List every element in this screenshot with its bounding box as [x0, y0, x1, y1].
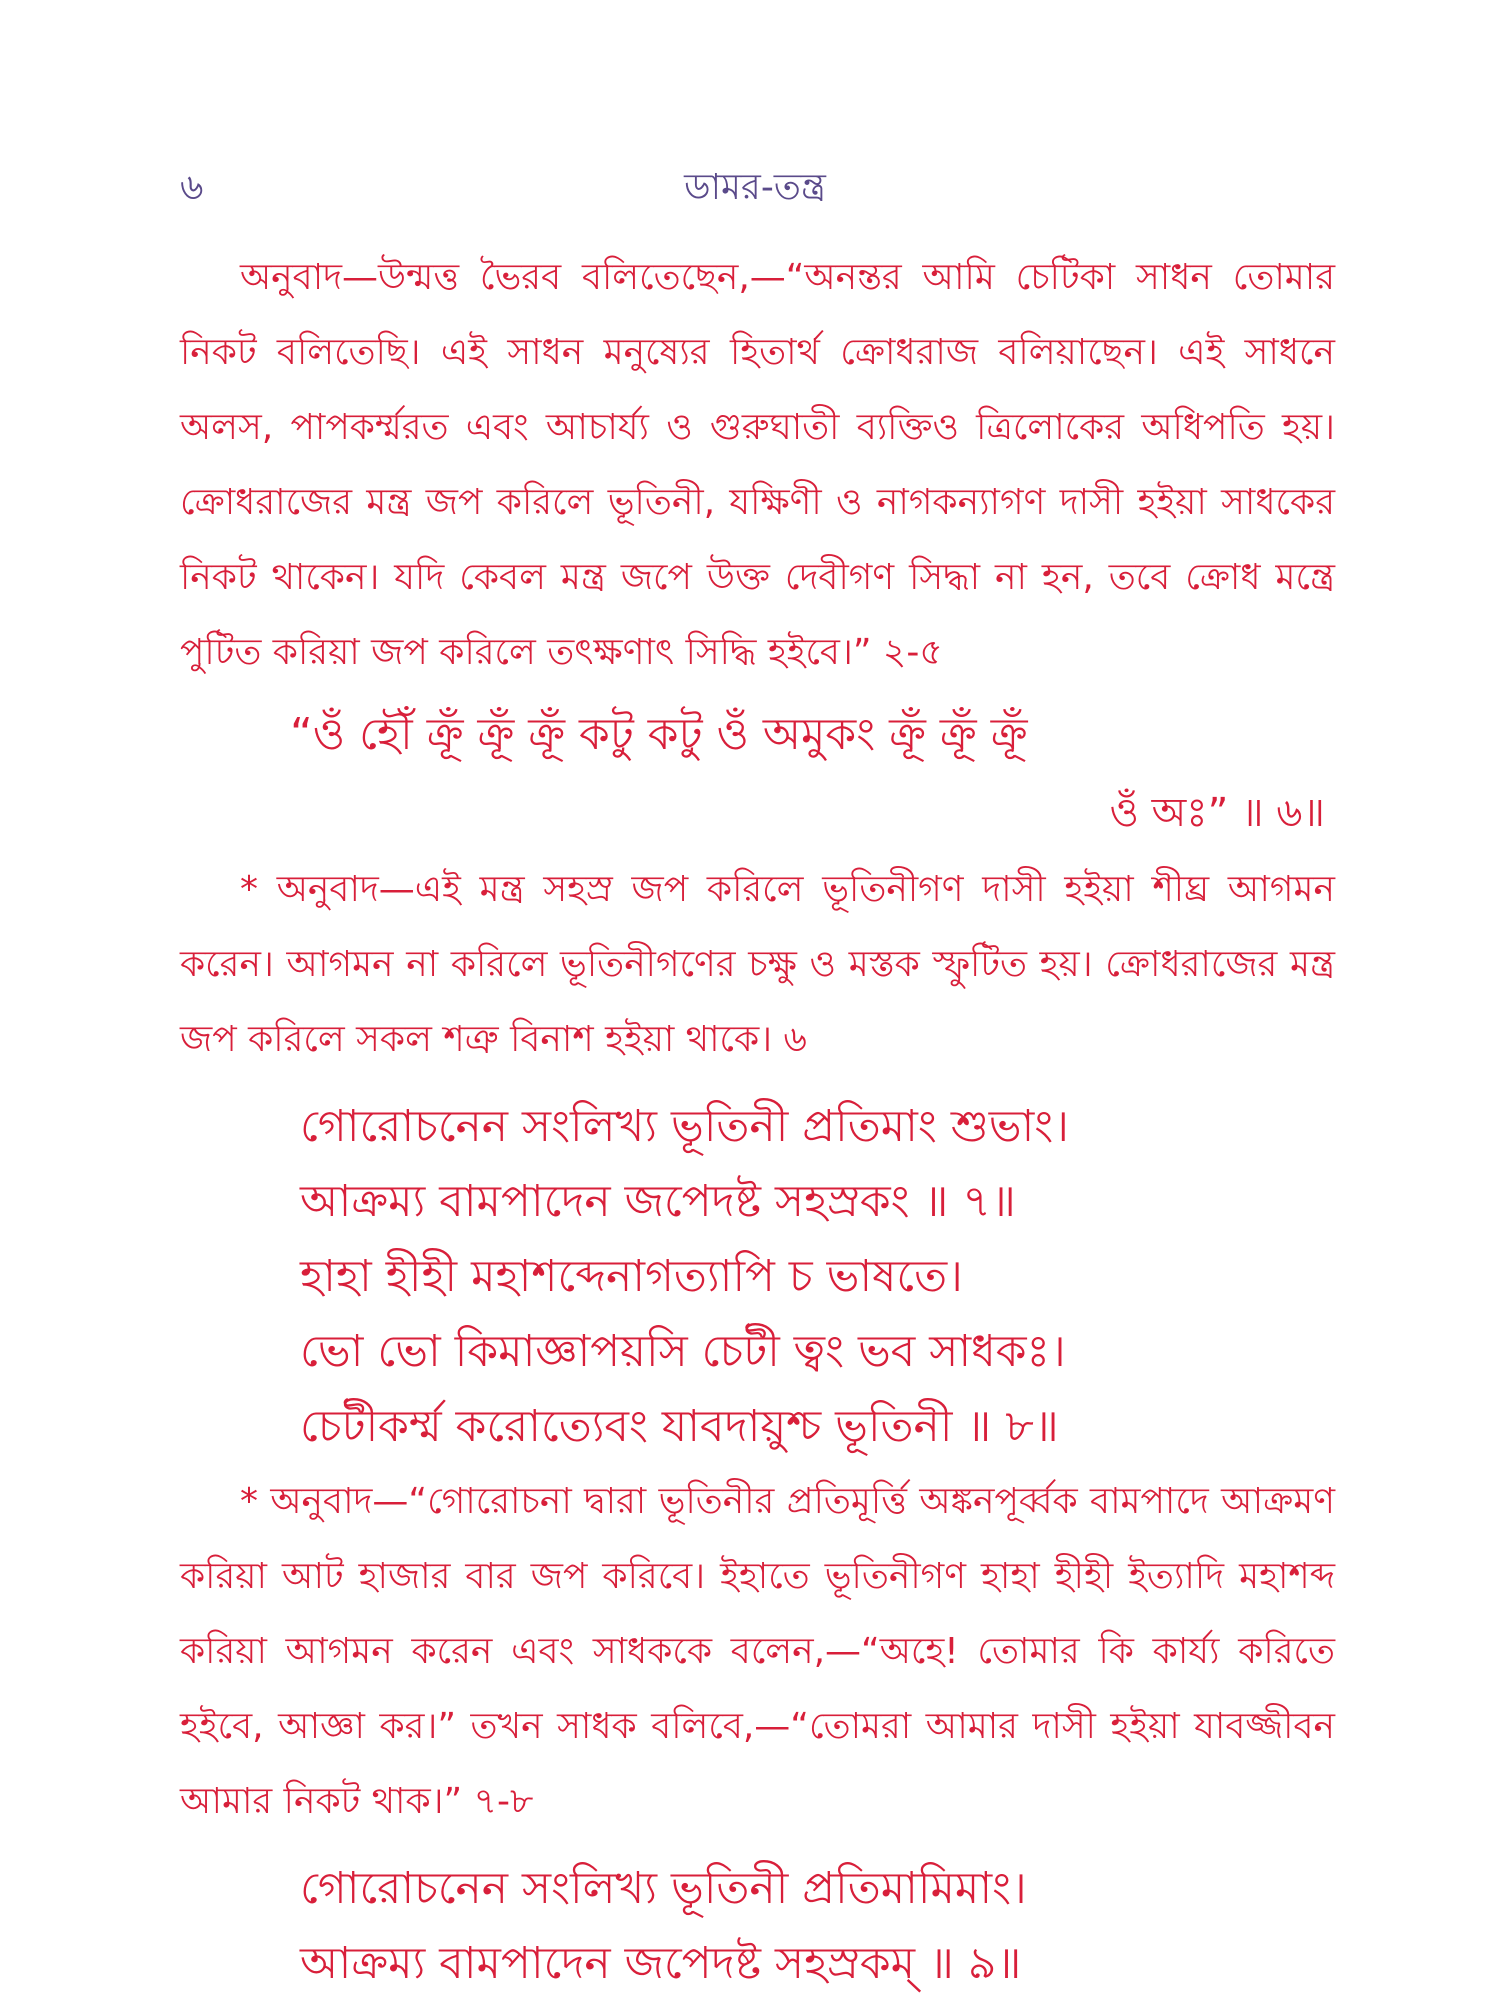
verse-line: ভো ভো কিমাজ্ঞাপয়সি চেটী ত্বং ভব সাধকঃ।	[300, 1326, 1066, 1377]
mantra-line-1: “ওঁ হৌঁ ক্রূঁ ক্রূঁ ক্রূঁ কটু কটু ওঁ অমুকং ক্রূঁ ক্রূঁ ক্রূঁ	[290, 709, 1028, 760]
page-body	[180, 240, 1335, 2001]
verse-line: গোরোচনেন সংলিখ্য ভূতিনী প্রতিমাং শুভাং।	[300, 1101, 1069, 1152]
translation-paragraph-3: * অনুবাদ—“গোরোচনা দ্বারা ভূতিনীর প্রতিমূর্ত্তি অঙ্কনপূর্ব্বক বামপাদে আক্রমণ করিয়া আট হাজার বার জপ করিবে। ইহাতে ভূতিনীগণ হাহা হীহী ইত্যাদি মহাশব্দ করিয়া আগমন করেন এবং সাধককে বলেন,—“অহে! তোমার কি কার্য্য করিতে হইবে, আজ্ঞা কর।” তখন সাধক বলিবে,—“তোমরা আমার দাসী হইয়া যাবজ্জীবন আমার নিকট থাক।” ৭-৮	[180, 1481, 1335, 1822]
verse-line: আক্রম্য বামপাদেন জপেদষ্ট সহস্রকম্ ॥ ৯॥	[300, 1938, 1022, 1989]
mantra-block	[180, 696, 1335, 852]
running-title: ডামর-তন্ত্র	[684, 167, 826, 208]
verse-line: গোরোচনেন সংলিখ্য ভূতিনী প্রতিমামিমাং।	[300, 1863, 1027, 1914]
verse-line: হাহা হীহী মহাশব্দেনাগত্যাপি চ ভাষতে।	[300, 1251, 963, 1302]
page-header	[180, 160, 1330, 220]
verse-line: চেটীকর্ম্ম করোত্যেবং যাবদায়ুশ্চ ভূতিনী ॥ ৮॥	[300, 1401, 1059, 1452]
mantra-line-2: ওঁ অঃ” ॥ ৬॥	[1109, 790, 1325, 836]
sanskrit-verse-block-2	[180, 1851, 1335, 2001]
translation-paragraph-1: অনুবাদ—উন্মত্ত ভৈরব বলিতেছেন,—“অনন্তর আমি চেটিকা সাধন তোমার নিকট বলিতেছি। এই সাধন মনুষ্যের হিতার্থ ক্রোধরাজ বলিয়াছেন। এই সাধনে অলস, পাপকর্ম্মরত এবং আচার্য্য ও গুরুঘাতী ব্যক্তিও ত্রিলোকের অধিপতি হয়। ক্রোধরাজের মন্ত্র জপ করিলে ভূতিনী, যক্ষিণী ও নাগকন্যাগণ দাসী হইয়া সাধকের নিকট থাকেন। যদি কেবল মন্ত্র জপে উক্ত দেবীগণ সিদ্ধা না হন, তবে ক্রোধ মন্ত্রে পুটিত করিয়া জপ করিলে তৎক্ষণাৎ সিদ্ধি হইবে।” ২-৫	[180, 257, 1335, 673]
verse-line: আক্রম্য বামপাদেন জপেদষ্ট সহস্রকং ॥ ৭॥	[300, 1176, 1016, 1227]
page-number: ৬	[180, 167, 204, 208]
sanskrit-verse-block-1	[180, 1089, 1335, 1464]
translation-paragraph-2: * অনুবাদ—এই মন্ত্র সহস্র জপ করিলে ভূতিনীগণ দাসী হইয়া শীঘ্র আগমন করেন। আগমন না করিলে ভূতিনীগণের চক্ষু ও মস্তক স্ফুটিত হয়। ক্রোধরাজের মন্ত্র জপ করিলে সকল শত্রু বিনাশ হইয়া থাকে। ৬	[180, 869, 1335, 1060]
